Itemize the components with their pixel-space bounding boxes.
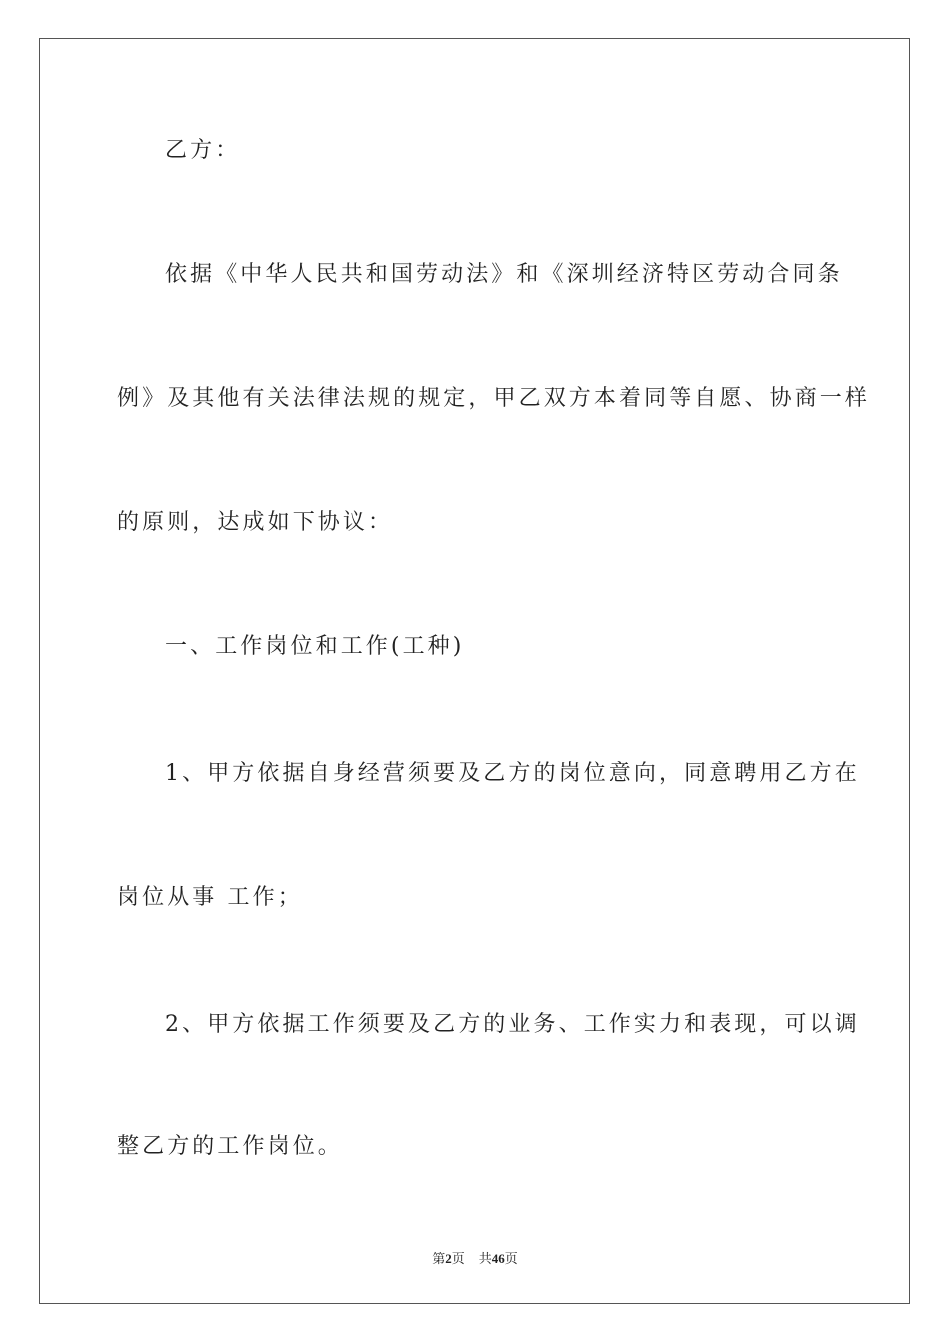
footer-page-prefix: 第 <box>432 1251 446 1266</box>
paragraph-line: 整乙方的工作岗位。 <box>117 1134 343 1159</box>
footer-total-pages: 46 <box>491 1251 505 1266</box>
paragraph-line: 的原则，达成如下协议： <box>117 510 394 535</box>
paragraph-line: 岗位从事 工作； <box>117 885 303 910</box>
footer-total-suffix: 页 <box>504 1251 518 1266</box>
page-footer <box>0 1248 950 1267</box>
paragraph-line: 2、甲方依据工作须要及乙方的业务、工作实力和表现，可以调 <box>165 1012 860 1037</box>
party-b-label: 乙方： <box>165 138 241 163</box>
section-heading: 一、工作岗位和工作(工种) <box>165 634 465 659</box>
paragraph-line: 例》及其他有关法律法规的规定，甲乙双方本着同等自愿、协商一样 <box>117 386 871 411</box>
page-frame <box>39 38 910 1304</box>
paragraph-line: 依据《中华人民共和国劳动法》和《深圳经济特区劳动合同条 <box>165 262 843 287</box>
footer-page-suffix: 页 <box>451 1251 465 1266</box>
paragraph-line: 1、甲方依据自身经营须要及乙方的岗位意向，同意聘用乙方在 <box>165 761 860 786</box>
footer-total-prefix: 共 <box>478 1251 492 1266</box>
footer-page-number: 2 <box>445 1251 452 1266</box>
